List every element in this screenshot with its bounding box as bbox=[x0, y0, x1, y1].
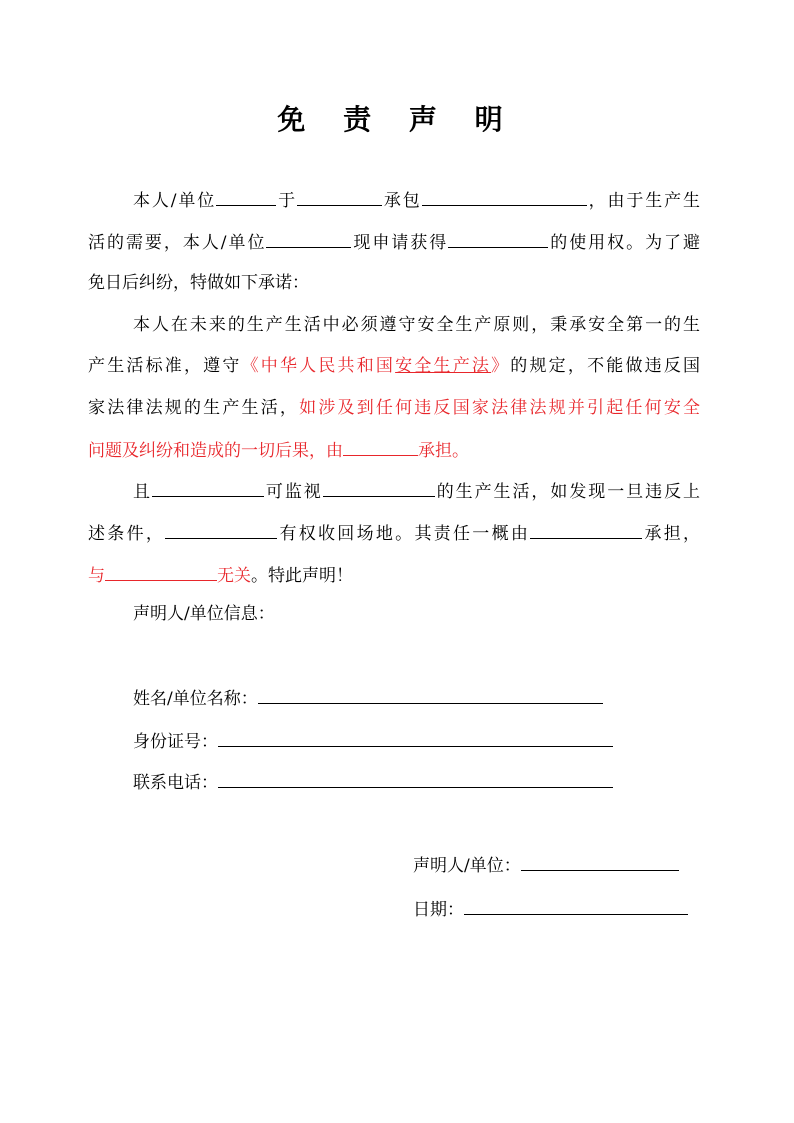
blank-field[interactable] bbox=[448, 229, 548, 248]
text: 承包 bbox=[381, 191, 422, 211]
text: 的规定，不能做违反国 bbox=[510, 356, 701, 376]
text: 无关 bbox=[217, 566, 251, 586]
text: 于 bbox=[276, 191, 297, 211]
blank-field[interactable] bbox=[297, 187, 382, 206]
text: 本人/单位 bbox=[133, 191, 217, 211]
text: 可监视 bbox=[263, 482, 323, 502]
blank-field[interactable] bbox=[323, 478, 435, 497]
name-input[interactable] bbox=[258, 685, 603, 704]
blank-field[interactable] bbox=[165, 520, 277, 539]
text: 且 bbox=[133, 482, 152, 502]
paragraph-3-line-3 bbox=[88, 562, 700, 586]
paragraph-2-line-4 bbox=[88, 437, 700, 461]
document-title: 免 责 声 明 bbox=[277, 103, 517, 136]
text: 活的需要，本人/单位 bbox=[88, 233, 267, 253]
date-label: 日期： bbox=[413, 900, 464, 920]
text: 》 bbox=[491, 356, 511, 376]
text: 述条件， bbox=[88, 524, 166, 544]
id-label: 身份证号： bbox=[133, 732, 218, 752]
declarant-label: 声明人/单位： bbox=[413, 856, 521, 876]
paragraph-1-line-3: 免日后纠纷，特做如下承诺： bbox=[88, 273, 309, 293]
text: 承担， bbox=[642, 524, 701, 544]
text: 的使用权。为了避 bbox=[548, 233, 701, 253]
blank-field[interactable] bbox=[152, 478, 264, 497]
text: 有权收回场地。其责任一概由 bbox=[277, 524, 531, 544]
name-field bbox=[133, 685, 603, 709]
name-label: 姓名/单位名称： bbox=[133, 689, 258, 709]
id-input[interactable] bbox=[218, 728, 613, 747]
law-title: 《中华人民共和国 bbox=[241, 356, 396, 376]
phone-field bbox=[133, 769, 613, 793]
blank-field[interactable] bbox=[343, 437, 418, 456]
blank-field[interactable] bbox=[530, 520, 642, 539]
paragraph-3-line-2 bbox=[88, 520, 700, 544]
blank-field[interactable] bbox=[216, 187, 276, 206]
blank-field[interactable] bbox=[266, 229, 351, 248]
declarant-input[interactable] bbox=[521, 852, 679, 871]
paragraph-2-line-2 bbox=[88, 354, 700, 378]
phone-label: 联系电话： bbox=[133, 773, 218, 793]
text: 承担。 bbox=[418, 441, 469, 461]
blank-field[interactable] bbox=[422, 187, 587, 206]
paragraph-2-line-3 bbox=[88, 396, 700, 420]
id-field bbox=[133, 728, 613, 752]
text: ，由于生产生 bbox=[586, 191, 701, 211]
phone-input[interactable] bbox=[218, 769, 613, 788]
text: 与 bbox=[88, 566, 105, 586]
paragraph-2-line-1: 本人在未来的生产生活中必须遵守安全生产原则，秉承安全第一的生 bbox=[133, 315, 700, 335]
declarant-signature bbox=[413, 852, 679, 876]
info-heading: 声明人/单位信息： bbox=[133, 604, 275, 624]
text: 。特此声明！ bbox=[251, 566, 353, 586]
blank-field[interactable] bbox=[105, 562, 217, 581]
text: 现申请获得 bbox=[351, 233, 449, 253]
text: 如涉及到任何违反国家法律法规并引起任何安全 bbox=[299, 398, 701, 418]
text: 问题及纠纷和造成的一切后果，由 bbox=[88, 441, 343, 461]
date-input[interactable] bbox=[464, 896, 688, 915]
paragraph-3-line-1 bbox=[88, 478, 700, 502]
law-link[interactable]: 安全生产法 bbox=[395, 356, 492, 376]
text: 产生活标准，遵守 bbox=[88, 356, 242, 376]
paragraph-1-line-1 bbox=[88, 187, 700, 211]
paragraph-1-line-2 bbox=[88, 229, 700, 253]
text: 家法律法规的生产生活， bbox=[88, 398, 300, 418]
text: 的生产生活，如发现一旦违反上 bbox=[434, 482, 701, 502]
date-signature bbox=[413, 896, 688, 920]
